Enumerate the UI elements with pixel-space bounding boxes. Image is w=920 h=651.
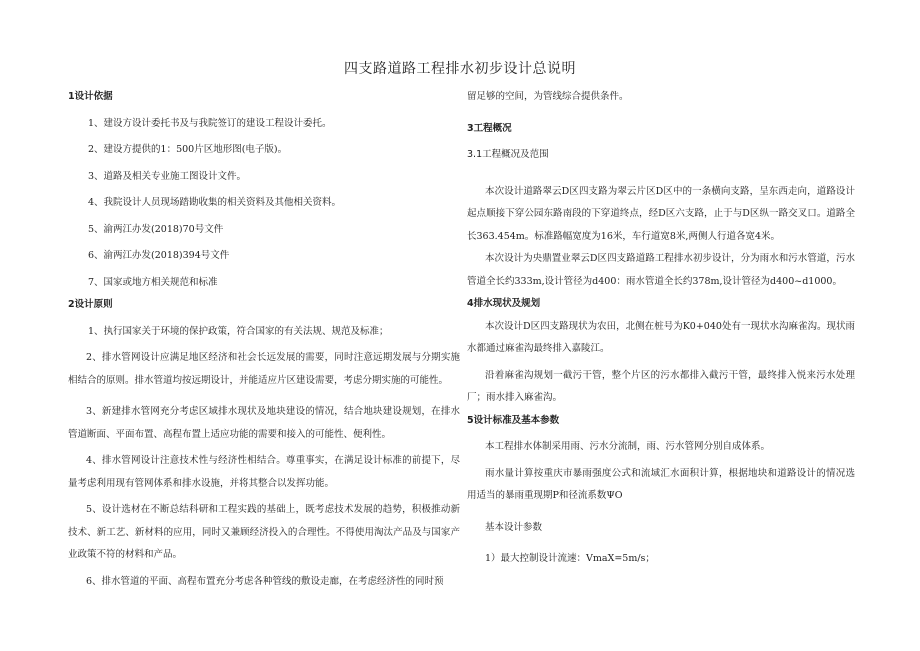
principle-item-3: 3、新建排水管网充分考虑区域排水现状及地块建设的情况，结合地块建设规划，在排水管道断面、平面布置、高程布置上适应功能的需要和接入的可能性、便利性。 bbox=[68, 406, 460, 440]
basis-item-6: 6、渝两江办发(2018)394号文件 bbox=[88, 250, 230, 261]
section-heading-design-standards: 5设计标准及基本参数 bbox=[467, 414, 560, 426]
section-heading-design-principles: 2设计原则 bbox=[68, 299, 113, 310]
section-heading-project-overview: 3工程概况 bbox=[467, 122, 512, 134]
principle-item-6: 6、排水管道的平面、高程布置充分考虑各种管线的敷设走廊，在考虑经济性的同时预 bbox=[86, 575, 444, 587]
standards-paragraph-1: 本工程排水体制采用雨、污水分流制，雨、污水管网分别自成体系。 bbox=[485, 441, 771, 452]
basis-item-1: 1、建设方设计委托书及与我院签订的建设工程设计委托。 bbox=[88, 117, 332, 129]
basis-item-5: 5、渝两江办发(2018)70号文件 bbox=[88, 223, 224, 235]
parameter-item-1: 1）最大控制设计流速：VmaX=5m/s； bbox=[485, 553, 655, 564]
subsection-heading-scope: 3.1工程概况及范围 bbox=[467, 149, 549, 160]
right-column bbox=[467, 86, 855, 571]
status-paragraph-1: 本次设计D区四支路现状为农田，北侧在桩号为K0+040处有一现状水沟麻雀沟。现状雨水都通过麻雀沟最终排入嘉陵江。 bbox=[467, 320, 855, 354]
principle-item-4: 4、排水管网设计注意技术性与经济性相结合。尊重事实，在满足设计标准的前提下，尽量考虑利用现有管网体系和排水设施，并将其整合以发挥功能。 bbox=[68, 455, 460, 489]
principle-item-2: 2、排水管网设计应满足地区经济和社会长远发展的需要，同时注意远期发展与分期实施相结合的原则。排水管道均按远期设计，并能适应片区建设需要，考虑分期实施的可能性。 bbox=[68, 352, 460, 386]
principle-item-1: 1、执行国家关于环境的保护政策，符合国家的有关法规、规范及标准； bbox=[88, 325, 389, 337]
left-column bbox=[68, 86, 460, 593]
overview-paragraph-2: 本次设计为央鼎置业翠云D区四支路道路工程排水初步设计，分为雨水和污水管道，污水管道全长约333m,设计管径为d400：雨水管道全长约378m,设计管径为d400~d1000。 bbox=[467, 253, 855, 287]
basis-item-2: 2、建设方提供的1：500片区地形图(电子版)。 bbox=[88, 144, 288, 155]
basis-item-4: 4、我院设计人员现场踏勘收集的相关资料及其他相关资料。 bbox=[88, 197, 342, 208]
section-heading-drainage-status: 4排水现状及规划 bbox=[467, 298, 541, 309]
basic-parameters-label: 基本设计参数 bbox=[485, 521, 543, 533]
principle-item-5: 5、设计选材在不断总结科研和工程实践的基础上，既考虑技术发展的趋势，积极推动新技术、新工艺、新材料的应用，同时又兼顾经济投入的合理性。不得使用淘汰产品及与国家产业政策不符的材料和产品。 bbox=[68, 504, 460, 560]
section-heading-design-basis: 1设计依据 bbox=[68, 91, 113, 102]
continued-text: 留足够的空间，为管线综合提供条件。 bbox=[467, 91, 629, 102]
status-paragraph-2: 沿着麻雀沟规划一截污干管，整个片区的污水都排入截污干管，最终排入悦来污水处理厂；雨水排入麻雀沟。 bbox=[467, 369, 855, 403]
overview-paragraph-1: 本次设计道路翠云D区四支路为翠云片区D区中的一条横向支路，呈东西走向，道路设计起点顺接下穿公园东路南段的下穿道终点，经D区六支路，止于与D区纵一路交叉口。道路全长363.454m。标准路幅宽度为16米，车行道宽8米,两侧人行道各宽4米。 bbox=[467, 185, 855, 242]
standards-paragraph-2: 雨水量计算按重庆市暴雨强度公式和流域汇水面积计算，根据地块和道路设计的情况选用适当的暴雨重现期P和径流系数ΨO bbox=[467, 467, 855, 501]
document-title: 四支路道路工程排水初步设计总说明 bbox=[344, 61, 576, 77]
basis-item-7: 7、国家或地方相关规范和标准 bbox=[88, 276, 218, 288]
basis-item-3: 3、道路及相关专业施工图设计文件。 bbox=[88, 170, 247, 182]
